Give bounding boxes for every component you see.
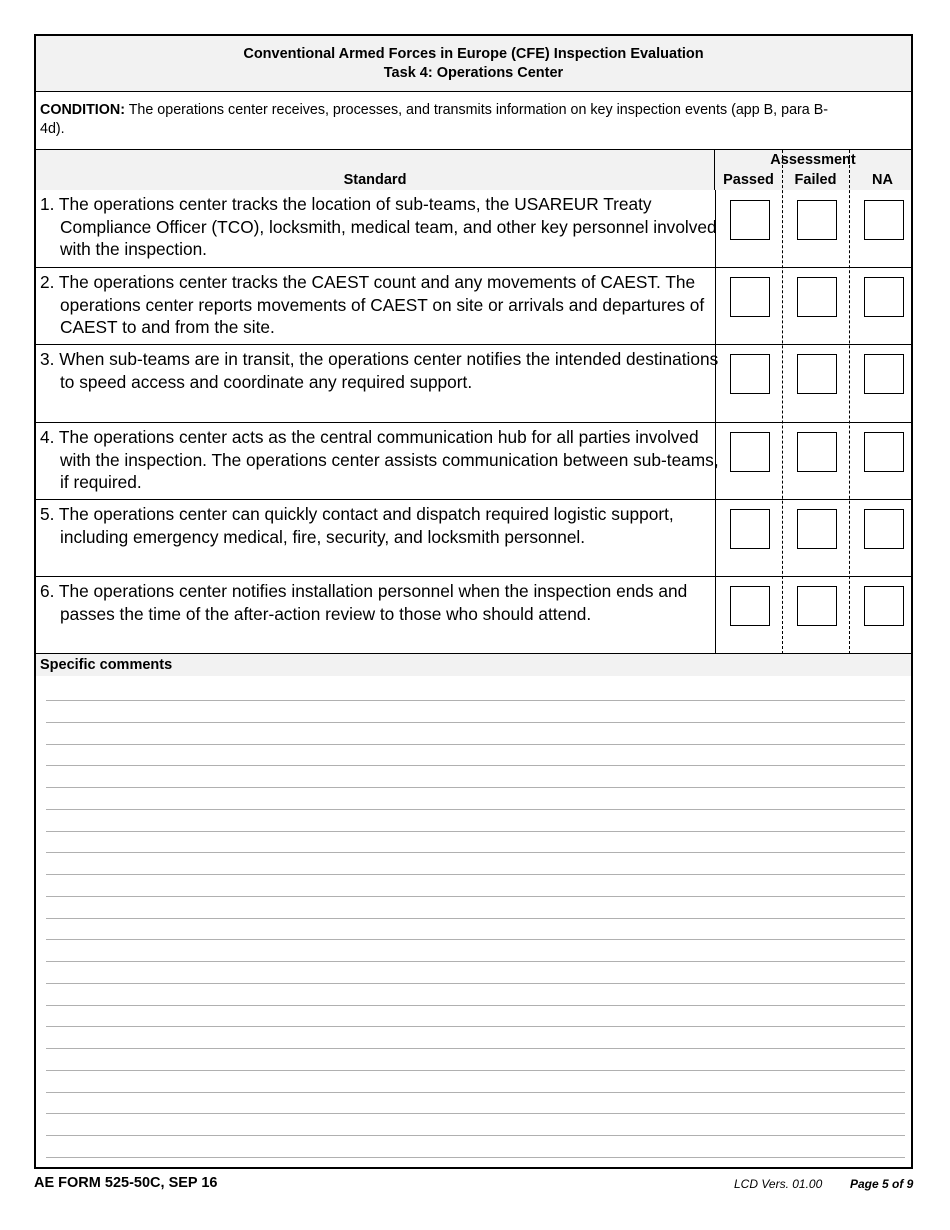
passed-checkbox[interactable] (730, 509, 770, 549)
failed-checkbox[interactable] (797, 509, 837, 549)
passed-failed-divider (782, 150, 783, 654)
comment-line (46, 983, 905, 984)
standard-row (36, 345, 911, 423)
na-checkbox[interactable] (864, 200, 904, 240)
comment-line (46, 1135, 905, 1136)
comment-line (46, 874, 905, 875)
condition-text: The operations center receives, processes, and transmits information on key inspection events (app B, para B-4d). (40, 102, 829, 137)
comment-line (46, 896, 905, 897)
condition-label: CONDITION: (40, 102, 125, 118)
standard-row (36, 268, 911, 345)
failed-checkbox[interactable] (797, 200, 837, 240)
passed-checkbox[interactable] (730, 200, 770, 240)
standard-header-label: Standard (343, 172, 407, 188)
standard-text: 1. The operations center tracks the location of sub-teams, the USAREUR Treaty Compliance Officer (TCO), locksmith, medical team, and other key personnel involved with the inspection. (40, 194, 717, 259)
standard-row (36, 577, 911, 654)
comment-line (46, 852, 905, 853)
assessment-header-label: Assessment (770, 152, 856, 168)
comment-line (46, 961, 905, 962)
comment-line (46, 765, 905, 766)
passed-checkbox[interactable] (730, 586, 770, 626)
comment-line (46, 722, 905, 723)
passed-checkbox[interactable] (730, 432, 770, 472)
comment-line (46, 1070, 905, 1071)
comment-line (46, 1048, 905, 1049)
comment-line (46, 831, 905, 832)
specific-comments-label: Specific comments (36, 654, 911, 676)
na-header: NA (872, 172, 893, 188)
passed-header: Passed (723, 172, 774, 188)
failed-checkbox[interactable] (797, 354, 837, 394)
failed-checkbox[interactable] (797, 432, 837, 472)
form-number: AE FORM 525-50C, SEP 16 (34, 1175, 218, 1191)
standard-text: 3. When sub-teams are in transit, the operations center notifies the intended destinations to speed access and coordinate any required support. (40, 349, 719, 392)
standard-row (36, 423, 911, 500)
comment-line (46, 1092, 905, 1093)
failed-na-divider (849, 150, 850, 654)
passed-checkbox[interactable] (730, 277, 770, 317)
na-checkbox[interactable] (864, 586, 904, 626)
version-label: LCD Vers. 01.00 (734, 1177, 823, 1191)
comment-line (46, 744, 905, 745)
evaluation-form (34, 34, 913, 1169)
comment-line (46, 700, 905, 701)
form-header (36, 36, 911, 92)
na-checkbox[interactable] (864, 432, 904, 472)
na-checkbox[interactable] (864, 277, 904, 317)
comment-line (46, 1026, 905, 1027)
passed-checkbox[interactable] (730, 354, 770, 394)
condition-section (36, 92, 911, 150)
comment-line (46, 918, 905, 919)
comment-line (46, 809, 905, 810)
failed-checkbox[interactable] (797, 277, 837, 317)
comment-line (46, 787, 905, 788)
failed-checkbox[interactable] (797, 586, 837, 626)
standard-row (36, 190, 911, 268)
standard-text: 6. The operations center notifies installation personnel when the inspection ends and passes the time of the after-action review to those who should attend. (40, 581, 688, 624)
failed-header: Failed (794, 172, 837, 188)
standard-text: 5. The operations center can quickly contact and dispatch required logistic support, including emergency medical, fire, security, and locksmith personnel. (40, 504, 674, 547)
comment-line (46, 939, 905, 940)
comment-line (46, 1005, 905, 1006)
standard-row (36, 500, 911, 577)
na-checkbox[interactable] (864, 354, 904, 394)
na-checkbox[interactable] (864, 509, 904, 549)
comment-line (46, 1113, 905, 1114)
form-title: Conventional Armed Forces in Europe (CFE) Inspection Evaluation (243, 46, 704, 62)
comment-line (46, 1157, 905, 1158)
standard-text: 2. The operations center tracks the CAEST count and any movements of CAEST. The operations center reports movements of CAEST on site or arrivals and departures of CAEST to and from the site. (40, 272, 705, 337)
standard-column-header (36, 150, 715, 190)
standard-text: 4. The operations center acts as the central communication hub for all parties involved with the inspection. The operations center assists communication between sub-teams, if required. (40, 427, 719, 492)
task-title: Task 4: Operations Center (383, 65, 564, 81)
assessment-column-header (715, 150, 911, 190)
page-number: Page 5 of 9 (850, 1177, 914, 1191)
